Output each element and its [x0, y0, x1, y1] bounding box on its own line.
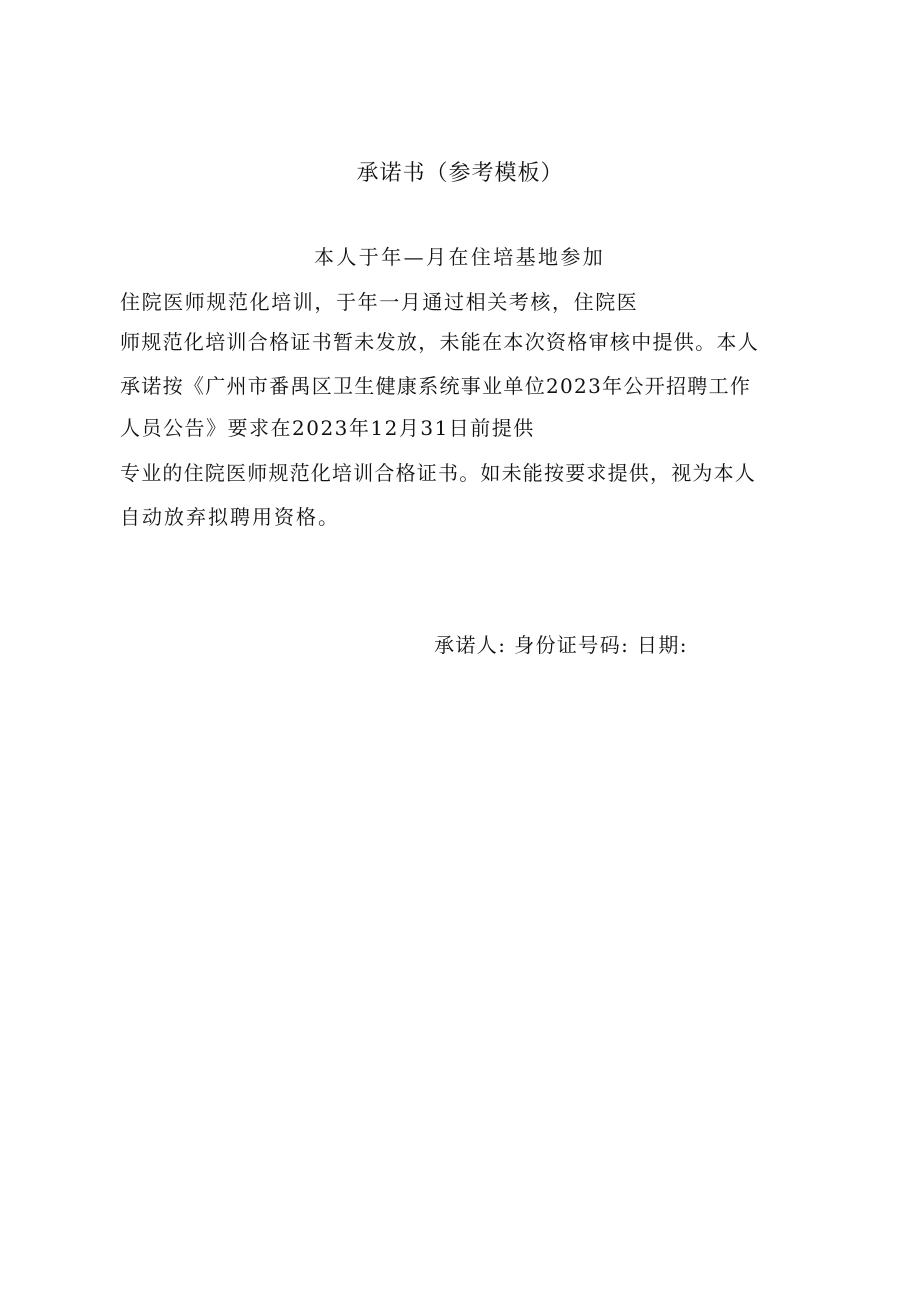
- document-title: 承诺书（参考模板）: [356, 161, 564, 186]
- body-line-5: 人员公告》要求在2023年12月31日前提供: [120, 416, 535, 440]
- signature-line: 承诺人: 身份证号码: 日期:: [434, 633, 688, 657]
- body-line-7: 自动放弃拟聘用资格。: [120, 505, 340, 529]
- body-line-6: 专业的住院医师规范化培训合格证书。如未能按要求提供，视为本人: [120, 461, 756, 485]
- body-line-1: 本人于年—月在住培基地参加: [314, 245, 606, 269]
- body-line-4: 承诺按《广州市番禺区卫生健康系统事业单位2023年公开招聘工作: [120, 374, 752, 398]
- body-line-3: 师规范化培训合格证书暂未发放，未能在本次资格审核中提供。本人: [120, 330, 759, 354]
- body-line-2: 住院医师规范化培训，于年一月通过相关考核，住院医: [120, 290, 639, 314]
